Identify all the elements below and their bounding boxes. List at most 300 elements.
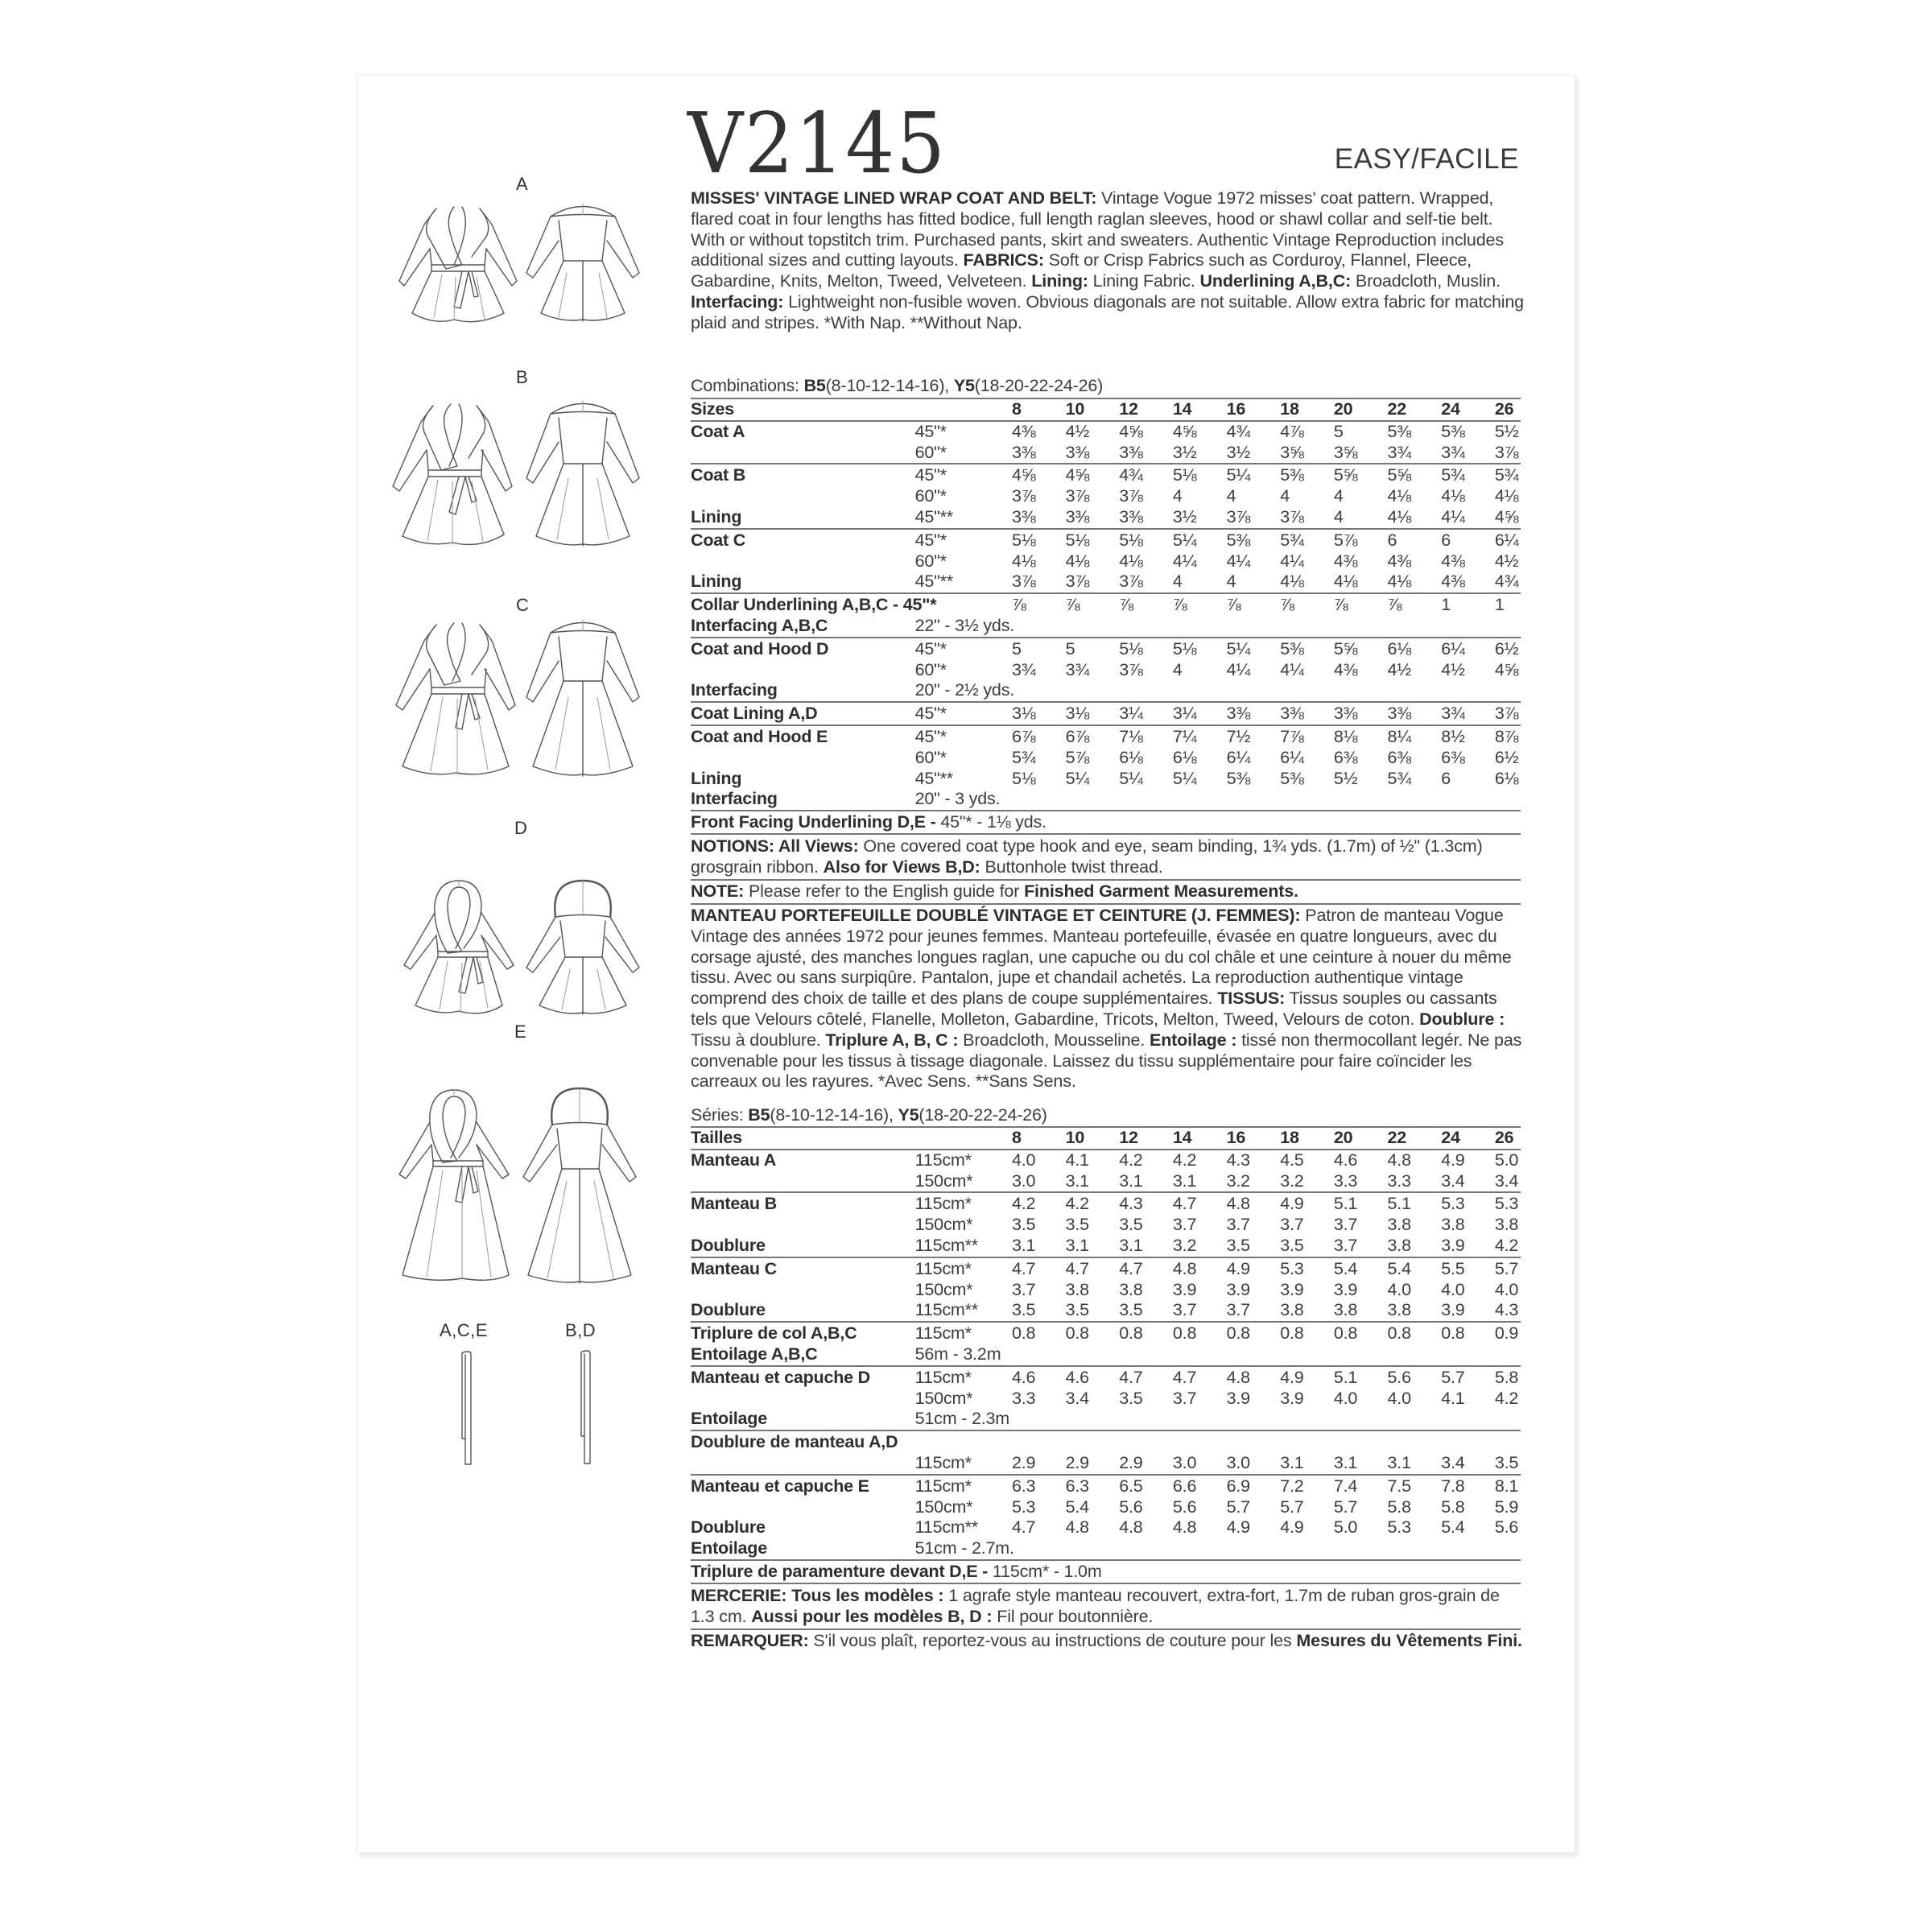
english-description: MISSES' VINTAGE LINED WRAP COAT AND BELT: Vintage Vogue 1972 misses' coat pattern. Wrapped, flared coat in four lengths has fitted bodice, full length raglan sleeves, hood or shawl collar and self-tie belt. With or without topstitch trim. Purchased pants, skirt and sweaters. Authentic Vintage Reproduction includes additional sizes and cutting layouts. FABRICS: Soft or Crisp Fabrics such as Corduroy, Flannel, Fleece, Gabardine, Knits, Melton, Tweed, Velveteen. Lining: Lining Fabric. Underlining A,B,C: Broadcloth, Muslin. Interfacing: Lightweight non-fusible woven. Obvious diagonals are not suitable. Allow extra fabric for matching plaid and stripes. *With Nap. **Without Nap.	[691, 188, 1524, 332]
yardage-cell: 5⅜	[1226, 530, 1251, 550]
yardage-cell: 3.5	[1226, 1235, 1250, 1255]
yardage-cell: 4.9	[1280, 1367, 1304, 1387]
yardage-cell: 3⅛	[1065, 704, 1090, 724]
yardage-cell: 4¼	[1280, 551, 1304, 571]
yardage-cell: 5¾	[1441, 465, 1465, 485]
row-label	[691, 486, 915, 507]
yardage-cell: 0.9	[1494, 1323, 1519, 1344]
french-yardage-table	[691, 1126, 1521, 1584]
yardage-cell: 3⅞	[1119, 486, 1143, 506]
row-label: Manteau A	[691, 1150, 777, 1170]
row-label: Manteau et capuche E	[691, 1476, 869, 1496]
yardage-cell: 4.8	[1119, 1517, 1143, 1538]
size-column-header: 16	[1226, 1128, 1246, 1147]
yardage-cell: 4.2	[1494, 1235, 1519, 1255]
yardage-cell: 3.0	[1011, 1170, 1036, 1191]
yardage-cell: 2.9	[1119, 1452, 1143, 1472]
yardage-cell: 5½	[1333, 768, 1358, 788]
yardage-cell: 3.2	[1226, 1170, 1250, 1191]
yardage-cell: 4½	[1065, 421, 1090, 441]
yardage-cell: 4.7	[1011, 1258, 1036, 1278]
yardage-cell: 3.8	[1387, 1300, 1411, 1320]
yardage-cell: 4¾	[1226, 421, 1251, 441]
row-label: Entoilage	[691, 1538, 767, 1558]
yardage-cell: 5¼	[1226, 465, 1251, 485]
row-label: Collar Underlining A,B,C - 45"*	[691, 595, 937, 615]
view-label-b: B	[516, 367, 529, 387]
yardage-cell: 5.7	[1441, 1367, 1465, 1387]
yardage-cell: 3.8	[1441, 1215, 1465, 1235]
yardage-cell: 3.1	[1065, 1235, 1089, 1255]
yardage-cell: 6⅛	[1172, 747, 1197, 767]
yardage-cell: 1	[1494, 595, 1505, 615]
view-b-back-illustration	[526, 398, 639, 551]
table-row	[691, 1236, 1521, 1257]
yardage-cell: 4.7	[1065, 1258, 1089, 1278]
row-label: Coat and Hood E	[691, 726, 828, 746]
view-a-front-illustration	[398, 200, 518, 329]
yardage-cell: 3.8	[1280, 1300, 1304, 1320]
row-label: Doublure	[691, 1300, 766, 1320]
yardage-cell: 5.1	[1333, 1367, 1358, 1387]
yardage-cell: 4	[1333, 486, 1344, 506]
yardage-cell: 4½	[1441, 659, 1465, 679]
yardage-cell: 3¾	[1441, 442, 1465, 462]
french-note: REMARQUER: S'il vous plaît, reportez-vous au instructions de couture pour les Mesures du Vêtements Fini.	[691, 1631, 1522, 1650]
size-column-header: 16	[1226, 399, 1246, 419]
yardage-cell: 1	[1441, 595, 1451, 615]
size-column-header: 26	[1494, 1128, 1514, 1147]
yardage-cell: 3.5	[1065, 1215, 1089, 1235]
fabric-width: 115cm*	[914, 1323, 972, 1344]
yardage-cell: 5¼	[1119, 768, 1143, 788]
fabric-width: 45"**	[914, 768, 953, 788]
yardage-cell: 5¾	[1280, 530, 1304, 550]
english-yardage-table	[691, 398, 1521, 835]
table-row	[691, 1366, 1521, 1389]
yardage-cell: 4⅜	[1011, 421, 1036, 441]
table-row	[691, 702, 1521, 725]
yardage-cell: 4.9	[1441, 1150, 1465, 1170]
fabric-width: 45"**	[914, 572, 953, 592]
yardage-cell: 7.8	[1441, 1476, 1465, 1496]
yardage-cell: 5.4	[1387, 1258, 1411, 1278]
yardage-cell: 3¾	[1387, 442, 1412, 462]
yardage-cell: 4¼	[1172, 551, 1197, 571]
table-row	[691, 1453, 1521, 1475]
yardage-cell: 4½	[1387, 659, 1412, 679]
yardage-cell: 4.7	[1172, 1194, 1197, 1214]
yardage-cell: 3.8	[1494, 1215, 1519, 1235]
row-label: Manteau C	[691, 1258, 777, 1278]
yardage-cell: 5¼	[1172, 530, 1197, 550]
yardage-cell: 4.6	[1011, 1367, 1036, 1387]
yardage-cell: 3¾	[1011, 659, 1036, 679]
yardage-cell: 3.1	[1333, 1452, 1358, 1472]
view-d-front-illustration	[402, 881, 515, 1018]
fabric-width: 115cm*	[914, 1452, 972, 1472]
yardage-cell: 2.9	[1011, 1452, 1036, 1472]
view-label-d: D	[514, 818, 528, 838]
yardage-cell: 4.0	[1494, 1279, 1519, 1299]
view-b-front-illustration	[391, 398, 512, 551]
yardage-cell: 4⅛	[1494, 486, 1519, 506]
yardage-cell: 6⅛	[1494, 768, 1519, 788]
yardage-cell: 4¼	[1226, 551, 1251, 571]
yardage-cell: 3.5	[1280, 1235, 1304, 1255]
fabric-width: 60"*	[914, 659, 947, 679]
yardage-cell: 5¾	[1387, 768, 1412, 788]
row-label: Coat C	[691, 530, 746, 550]
yardage-cell: 4.1	[1065, 1150, 1089, 1170]
table-row	[691, 486, 1521, 507]
belt-ace-illustration	[457, 1352, 473, 1472]
yardage-cell: 3.4	[1441, 1452, 1465, 1472]
yardage-cell: ⅞	[1280, 595, 1294, 615]
yardage-cell: 5.5	[1441, 1258, 1465, 1278]
table-row	[691, 769, 1521, 790]
yardage-cell: ⅞	[1333, 595, 1348, 615]
fabric-width: 150cm*	[914, 1170, 973, 1191]
yardage-cell: 4.8	[1172, 1258, 1197, 1278]
size-column-header: 8	[1011, 399, 1022, 419]
yardage-cell: 4.3	[1226, 1150, 1250, 1170]
yardage-cell: 7⅞	[1280, 726, 1304, 746]
yardage-cell: 3½	[1226, 442, 1251, 462]
row-label: Manteau et capuche D	[691, 1367, 870, 1387]
size-column-header: 20	[1333, 1128, 1353, 1147]
yardage-cell: 3.9	[1280, 1388, 1304, 1408]
yardage-cell: 3.8	[1119, 1279, 1143, 1299]
yardage-cell: 4.3	[1119, 1194, 1143, 1214]
yardage-cell: 8.1	[1494, 1476, 1519, 1496]
row-label: Coat and Hood D	[691, 638, 829, 658]
yardage-cell: 4⅜	[1441, 551, 1465, 571]
fabric-width: 45"*	[914, 638, 947, 658]
yardage-cell: 0.8	[1119, 1323, 1143, 1344]
yardage-cell: ⅞	[1119, 595, 1133, 615]
yardage-cell: 3⅞	[1065, 572, 1090, 592]
yardage-cell: 5.7	[1226, 1496, 1250, 1517]
yardage-cell: 6⅜	[1441, 747, 1465, 767]
yardage-cell: 4.2	[1065, 1194, 1089, 1214]
fabric-width: 115cm*	[914, 1476, 972, 1496]
table-row	[691, 1215, 1521, 1236]
table-row	[691, 789, 1521, 811]
yardage-cell: 5	[1333, 421, 1344, 441]
yardage-cell: 5⅜	[1280, 768, 1304, 788]
yardage-cell: 3.9	[1280, 1279, 1304, 1299]
yardage-cell: 3.7	[1172, 1215, 1197, 1235]
yardage-cell: 3⅜	[1387, 704, 1412, 724]
yardage-cell: 3.9	[1226, 1388, 1250, 1408]
yardage-cell: 5.6	[1387, 1367, 1411, 1387]
yardage-cell: 3.7	[1333, 1235, 1358, 1255]
table-row	[691, 1538, 1521, 1560]
yardage-cell: 0.8	[1065, 1323, 1089, 1344]
table-row	[691, 551, 1521, 572]
yardage-cell: 4⅛	[1065, 551, 1090, 571]
yardage-cell: 0.8	[1441, 1323, 1465, 1344]
yardage-cell: 5½	[1494, 421, 1519, 441]
yardage-cell: 5.4	[1441, 1517, 1465, 1538]
yardage-cell: 4⅝	[1494, 506, 1519, 526]
divider	[691, 879, 1521, 881]
yardage-cell: 8⅞	[1494, 726, 1519, 746]
row-label: Entoilage	[691, 1409, 767, 1429]
row-span-value: 20" - 2½ yds.	[914, 680, 1015, 700]
yardage-cell: 5.0	[1333, 1517, 1358, 1538]
yardage-cell: 3.5	[1011, 1300, 1036, 1320]
yardage-cell: 4.0	[1387, 1388, 1411, 1408]
belt-bd-illustration	[576, 1351, 592, 1472]
english-notions: NOTIONS: All Views: One covered coat type hook and eye, seam binding, 1¾ yds. (1.7m) of ½" (1.3cm) grosgrain ribbon. Also for Views B,D: Buttonhole twist thread.	[691, 836, 1483, 877]
yardage-cell: 4⅝	[1494, 659, 1519, 679]
yardage-cell: 8¼	[1387, 726, 1412, 746]
row-label	[691, 660, 915, 681]
row-span-value	[915, 1430, 1521, 1453]
yardage-cell: 5¼	[1226, 638, 1251, 658]
fabric-width: 60"*	[914, 551, 947, 571]
yardage-cell: 4⅛	[1119, 551, 1143, 571]
yardage-cell: 3.1	[1172, 1170, 1197, 1191]
yardage-cell: 3¼	[1119, 704, 1143, 724]
yardage-cell: 4¾	[1119, 465, 1143, 485]
yardage-cell: 6	[1441, 768, 1451, 788]
yardage-cell: 3⅞	[1280, 506, 1304, 526]
english-combinations: Combinations: B5(8-10-12-14-16), Y5(18-20-22-24-26)	[691, 376, 1104, 395]
row-label: Triplure de col A,B,C	[691, 1323, 857, 1344]
yardage-cell: 3⅜	[1119, 506, 1143, 526]
yardage-cell: 5⅛	[1172, 638, 1197, 658]
yardage-cell: 3½	[1172, 506, 1197, 526]
fabric-width: 115cm**	[914, 1235, 978, 1255]
divider	[691, 1629, 1521, 1630]
yardage-cell: 5.6	[1494, 1517, 1519, 1538]
yardage-cell: 3⅞	[1494, 442, 1519, 462]
row-span-value: 51cm - 2.3m	[914, 1409, 1009, 1429]
fabric-width: 45"**	[914, 506, 953, 526]
row-label: Interfacing	[691, 680, 778, 700]
fabric-width: 45"*	[914, 726, 947, 746]
table-row	[691, 680, 1521, 702]
row-label	[691, 1215, 915, 1236]
table-header-label: Tailles	[691, 1128, 742, 1147]
french-description: MANTEAU PORTEFEUILLE DOUBLÉ VINTAGE ET CEINTURE (J. FEMMES): Patron de manteau Vogue Vintage des années 1972 pour jeunes femmes. Manteau portefeuille, évasée en quatre longueurs, avec du corsage ajusté, des manches longues raglan, une capuche ou du col châle et une ceinture à nouer du même tissu. Avec ou sans surpiqûre. Pantalon, jupe et chandail achetés. La reproduction authentique vintage comprend des choix de taille et des plans de coupe supplémentaires. TISSUS: Tissus souples ou cassants tels que Velours côtelé, Flanelle, Molleton, Gabardine, Tricots, Melton, Tweed, Velours de coton. Doublure : Tissu à doublure. Triplure A, B, C : Broadcloth, Mousseline. Entoilage : tissé non thermocollant legér. Ne pas convenable pour les tissus à tissage diagonale. Laissez du tissu supplémentaire pour faire coïncider les carreaux ou les rayures. *Avec Sens. **Sans Sens.	[691, 906, 1522, 1092]
yardage-cell: 3⅜	[1065, 442, 1090, 462]
row-label	[691, 1389, 915, 1410]
french-series: Séries: B5(8-10-12-14-16), Y5(18-20-22-24-26)	[691, 1105, 1047, 1125]
fabric-width: 115cm*	[914, 1367, 972, 1387]
yardage-cell: 5.1	[1387, 1194, 1411, 1214]
table-row	[691, 1192, 1521, 1215]
yardage-cell: 5⅜	[1280, 638, 1304, 658]
table-row	[691, 1475, 1521, 1497]
size-column-header: 22	[1387, 1128, 1407, 1147]
pattern-number: V2145	[687, 94, 947, 192]
yardage-cell: 4.8	[1387, 1150, 1411, 1170]
english-note: NOTE: Please refer to the English guide for Finished Garment Measurements.	[691, 881, 1298, 901]
yardage-cell: 3.2	[1280, 1170, 1304, 1191]
yardage-cell: 3⅜	[1280, 704, 1304, 724]
yardage-cell: 5⅝	[1333, 465, 1358, 485]
yardage-cell: 4.9	[1280, 1517, 1304, 1538]
yardage-cell: 4.2	[1119, 1150, 1143, 1170]
yardage-cell: 4⅛	[1387, 486, 1412, 506]
row-label: Interfacing	[691, 789, 778, 809]
yardage-cell: 5.0	[1494, 1150, 1519, 1170]
yardage-cell: 3.8	[1387, 1235, 1411, 1255]
yardage-cell: ⅞	[1011, 595, 1026, 615]
yardage-cell: 3⅞	[1226, 506, 1251, 526]
fabric-width: 150cm*	[914, 1279, 973, 1299]
yardage-cell: 3.9	[1226, 1279, 1250, 1299]
table-row	[691, 638, 1521, 660]
yardage-cell: 5⅛	[1119, 638, 1143, 658]
pattern-envelope-back	[357, 75, 1575, 1853]
english-heading: MISSES' VINTAGE LINED WRAP COAT AND BELT:	[691, 188, 1097, 208]
row-label: Coat Lining A,D	[691, 704, 818, 724]
yardage-cell: 4½	[1494, 551, 1519, 571]
fabric-width: 45"*	[914, 465, 947, 485]
yardage-cell: 4¼	[1280, 659, 1304, 679]
yardage-cell: 5.7	[1280, 1496, 1304, 1517]
yardage-cell: 5.3	[1387, 1517, 1411, 1538]
yardage-cell: 7⅛	[1119, 726, 1143, 746]
row-label	[691, 1171, 915, 1193]
yardage-cell: 3⅞	[1011, 486, 1036, 506]
row-label: Doublure	[691, 1235, 766, 1255]
yardage-cell: 6⅛	[1387, 638, 1412, 658]
yardage-cell: 3.1	[1280, 1452, 1304, 1472]
yardage-cell: 4¾	[1494, 572, 1519, 592]
yardage-cell: 7½	[1226, 726, 1251, 746]
fabric-width: 60"*	[914, 486, 947, 506]
yardage-cell: 3¾	[1065, 659, 1090, 679]
yardage-cell: 7.4	[1333, 1476, 1358, 1496]
yardage-cell: ⅞	[1065, 595, 1080, 615]
yardage-cell: 5¾	[1011, 747, 1036, 767]
yardage-cell: 3.5	[1119, 1300, 1143, 1320]
yardage-cell: 4¼	[1226, 659, 1251, 679]
view-d-back-illustration	[526, 881, 639, 1018]
yardage-cell: 6⅜	[1333, 747, 1358, 767]
size-column-header: 12	[1119, 399, 1138, 419]
yardage-cell: 6	[1387, 530, 1397, 550]
yardage-cell: 4	[1172, 659, 1183, 679]
size-column-header: 24	[1441, 399, 1460, 419]
yardage-cell: 3.7	[1280, 1215, 1304, 1235]
yardage-cell: 3.9	[1441, 1300, 1465, 1320]
yardage-cell: 5⅛	[1119, 530, 1143, 550]
yardage-cell: 3⅞	[1011, 572, 1036, 592]
table-footer-row: Triplure de paramenture devant D,E - 115cm* - 1.0m	[691, 1560, 1521, 1583]
size-column-header: 8	[1011, 1128, 1022, 1147]
yardage-cell: 3.2	[1172, 1235, 1197, 1255]
yardage-cell: 5⅜	[1226, 768, 1251, 788]
yardage-cell: 6⅞	[1011, 726, 1036, 746]
yardage-cell: 5⅞	[1065, 747, 1090, 767]
view-label-c: C	[516, 595, 530, 615]
size-column-header: 18	[1280, 1128, 1299, 1147]
yardage-cell: 3.0	[1226, 1452, 1250, 1472]
table-footer-row: Front Facing Underlining D,E - 45"* - 1⅛ yds.	[691, 811, 1521, 834]
yardage-cell: 5.3	[1011, 1496, 1036, 1517]
size-column-header: 26	[1494, 399, 1514, 419]
yardage-cell: 6⅜	[1387, 747, 1412, 767]
row-span-value: 51cm - 2.7m.	[914, 1538, 1014, 1558]
yardage-cell: 4.0	[1441, 1279, 1465, 1299]
yardage-cell: 4.0	[1333, 1388, 1358, 1408]
table-row	[691, 1300, 1521, 1322]
fabric-width: 115cm**	[914, 1300, 978, 1320]
table-row	[691, 1430, 1521, 1453]
row-label: Lining	[691, 572, 742, 592]
yardage-cell: 4	[1172, 486, 1183, 506]
yardage-cell: 6¼	[1441, 638, 1465, 658]
table-row	[691, 1344, 1521, 1366]
row-span-value: 56m - 3.2m	[914, 1344, 1001, 1364]
row-label: Coat A	[691, 421, 745, 441]
row-label: Manteau B	[691, 1194, 777, 1214]
table-row	[691, 1150, 1521, 1171]
yardage-cell: 3.3	[1387, 1170, 1411, 1191]
yardage-cell: 6½	[1494, 747, 1519, 767]
fabric-width: 115cm**	[914, 1517, 978, 1538]
table-row	[691, 1257, 1521, 1280]
yardage-cell: ⅞	[1387, 595, 1402, 615]
yardage-cell: 3.7	[1172, 1388, 1197, 1408]
yardage-cell: 6.5	[1119, 1476, 1143, 1496]
fabric-width: 115cm*	[914, 1258, 972, 1278]
yardage-cell: 7¼	[1172, 726, 1197, 746]
yardage-cell: 3.1	[1119, 1170, 1143, 1191]
yardage-cell: 4⅛	[1387, 506, 1412, 526]
yardage-cell: 5¾	[1494, 465, 1519, 485]
yardage-cell: 4.7	[1119, 1367, 1143, 1387]
fabric-width: 45"*	[914, 530, 947, 550]
yardage-cell: 3.5	[1065, 1300, 1089, 1320]
row-label: Doublure	[691, 1517, 766, 1538]
size-column-header: 20	[1333, 399, 1353, 419]
yardage-cell: 3.7	[1226, 1300, 1250, 1320]
yardage-cell: 4⅛	[1280, 572, 1304, 592]
yardage-cell: 5.7	[1494, 1258, 1519, 1278]
divider	[691, 903, 1521, 905]
french-notions: MERCERIE: Tous les modèles : 1 agrafe style manteau recouvert, extra-fort, 1.7m de ruban gros-grain de 1.3 cm. Aussi pour les modèles B, D : Fil pour boutonnière.	[691, 1586, 1500, 1626]
row-label: Coat B	[691, 465, 746, 485]
yardage-cell: 3.9	[1172, 1279, 1197, 1299]
yardage-cell: 3.8	[1065, 1279, 1089, 1299]
row-label: Lining	[691, 506, 742, 526]
fabric-width: 150cm*	[914, 1215, 973, 1235]
yardage-cell: 4.0	[1011, 1150, 1036, 1170]
row-label	[691, 1280, 915, 1301]
yardage-cell: ⅞	[1172, 595, 1187, 615]
yardage-cell: 3.8	[1387, 1215, 1411, 1235]
yardage-cell: 4.7	[1119, 1258, 1143, 1278]
yardage-cell: 4.9	[1226, 1258, 1250, 1278]
size-column-header: 10	[1065, 1128, 1085, 1147]
yardage-cell: 4⅜	[1333, 659, 1358, 679]
yardage-cell: 5⅛	[1172, 465, 1197, 485]
size-column-header: 24	[1441, 1128, 1460, 1147]
yardage-cell: 5.3	[1494, 1194, 1519, 1214]
yardage-cell: 2.9	[1065, 1452, 1089, 1472]
yardage-cell: 4.5	[1280, 1150, 1304, 1170]
row-label	[691, 443, 915, 464]
yardage-cell: 4.3	[1494, 1300, 1519, 1320]
